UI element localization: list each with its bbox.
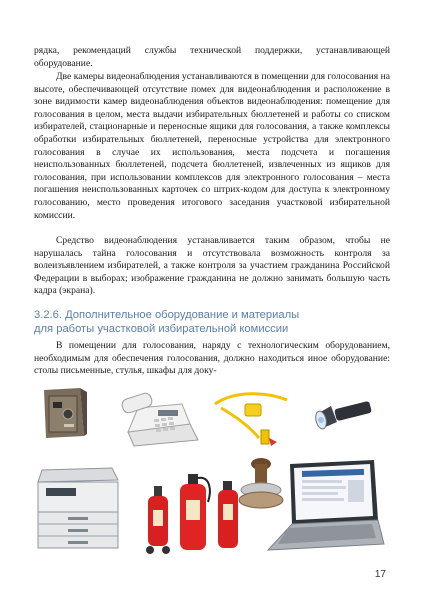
paragraph (34, 45, 390, 70)
paragraph (34, 340, 390, 378)
telephone-image (118, 388, 204, 448)
paragraph-text: Две камеры видеонаблюдения устанавливаются в помещении для голосования на высоте, обеспечивающей отсутствие помех для видеонаблюдения и расположение в зоне видимости камер видеонаблюдения объектов видеонаблюдения: помещение для голосования в целом, места выдачи избирательных бюллетеней и работы со списком избирателей, стационарные и переносные ящики для голосования, а также комплексы обработки избирательных бюллетеней, переносные устройства для электронного голосования в случае их использования, места подсчета и погашения неиспользованных бюллетеней, подсчета бюллетеней, извлеченных из ящиков для голосования, при использовании комплексов для электронного голосования – места погашения неиспользованных карточек со штрих-кодом для доступа к электронному голосованию, место проведения итогового заседания участковой избирательной комиссии. (34, 71, 390, 221)
flashlight-image (313, 394, 377, 434)
page-number: 17 (374, 569, 386, 580)
seal-tie-image (205, 386, 297, 452)
paragraph (34, 235, 390, 298)
copier-image (30, 462, 126, 554)
section-heading (34, 309, 390, 336)
paragraph (34, 71, 390, 222)
paragraph-text: Средство видеонаблюдения устанавливается таким образом, чтобы не нарушалась тайна голосования и отсутствовала возможность контроля за волеизъявлением избирателей, а также контроля за участием гражданина Российской Федерации в выборах; изображение гражданина не должно занимать большую часть кадра (экрана). (34, 235, 390, 297)
section-heading-line: для работы участковой избирательной комиссии (34, 322, 289, 335)
section-heading-line: 3.2.6. Дополнительное оборудование и материалы (34, 309, 300, 321)
laptop-image (262, 458, 386, 554)
safe-image (38, 384, 88, 442)
paragraph-text: рядка, рекомендаций службы технической поддержки, устанавливающей оборудование. (34, 45, 390, 69)
fire-extinguishers-image (138, 470, 250, 554)
paragraph-text: В помещении для голосования, наряду с технологическим оборудованием, необходимым для обеспечения голосования, должно находиться иное оборудование: столы письменные, стулья, шкафы для доку- (34, 340, 390, 377)
